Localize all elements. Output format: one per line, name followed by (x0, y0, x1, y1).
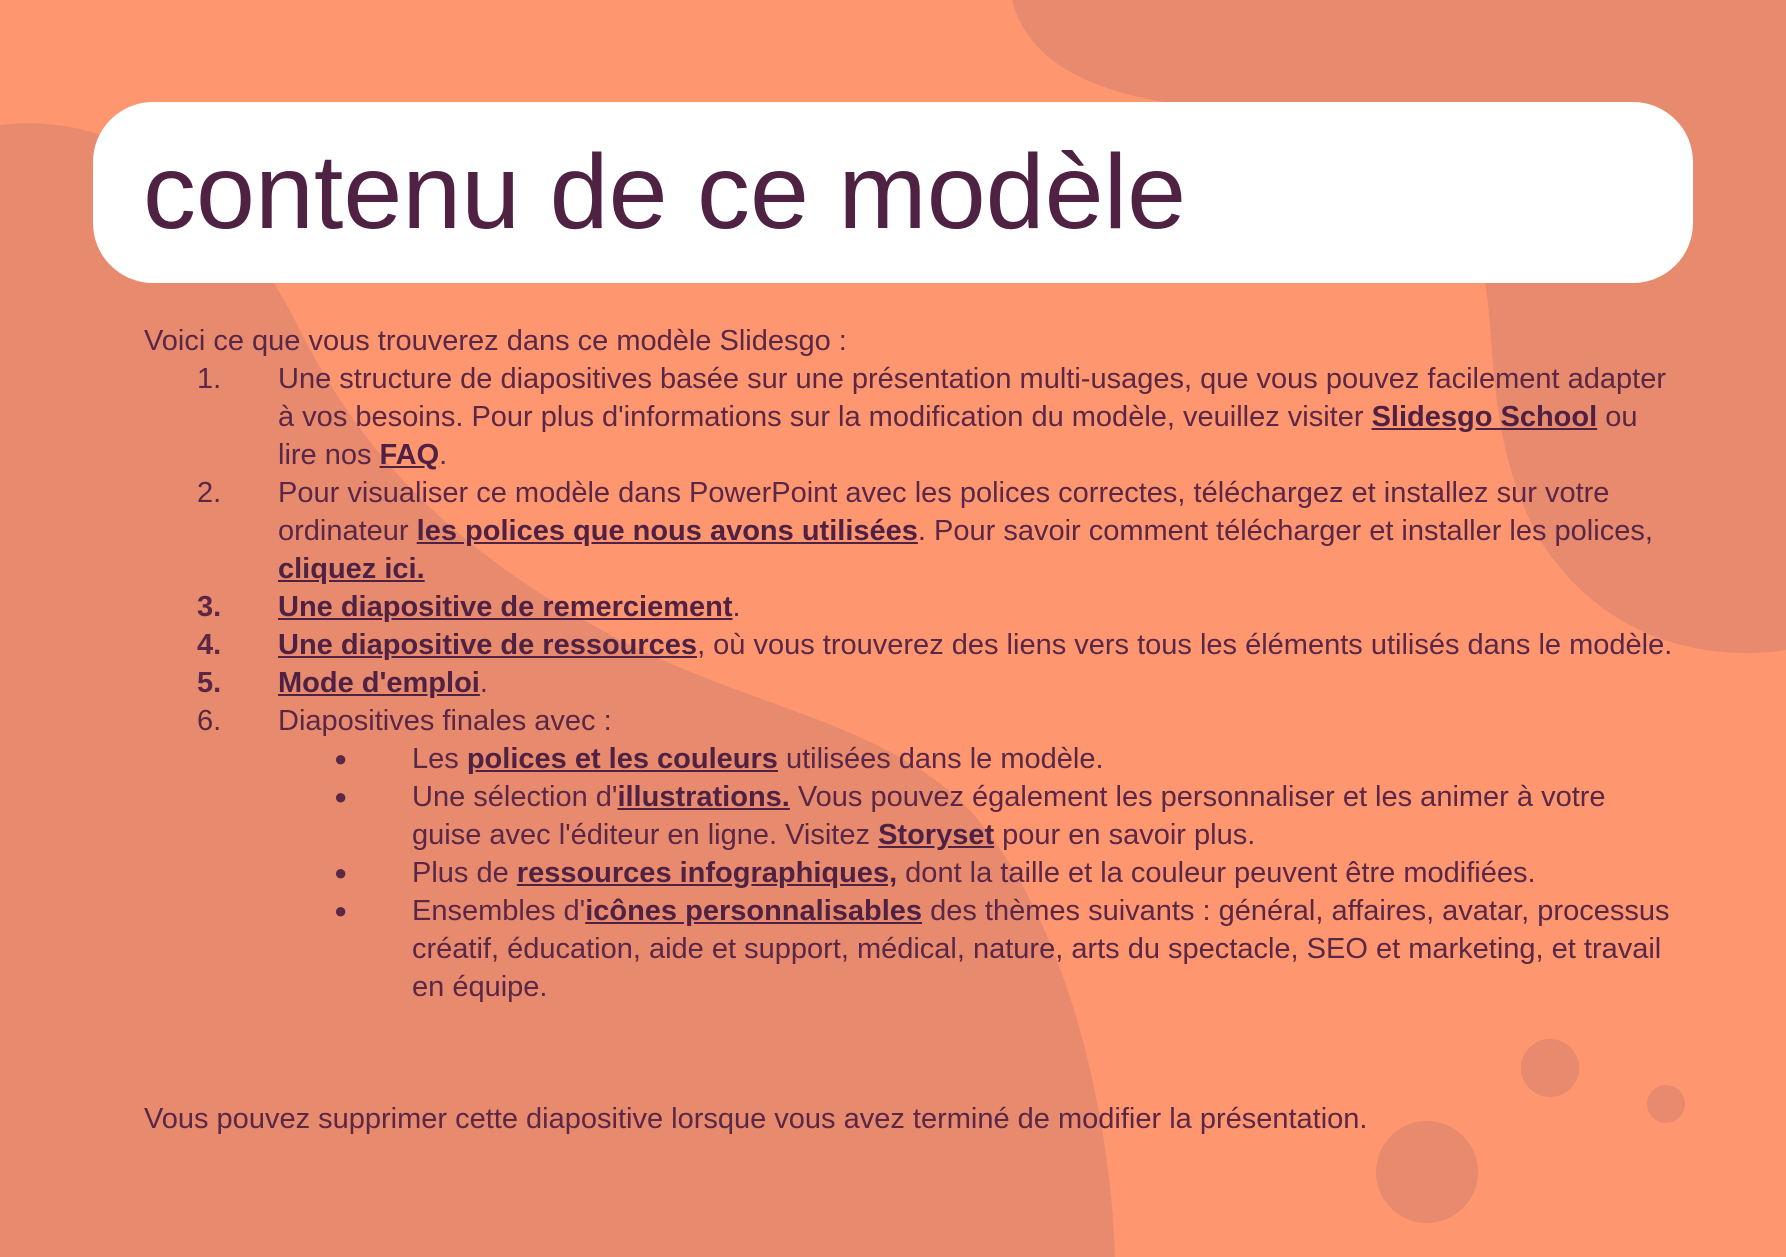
list-number: 1. (197, 363, 222, 395)
resources-slide-link[interactable]: Une diapositive de ressources (278, 629, 698, 661)
list-item (144, 664, 1674, 702)
sub-list-item (144, 892, 1674, 1006)
text-segment: , où vous trouverez des liens vers tous les éléments utilisés dans le modèle. (697, 629, 1673, 661)
text-segment: Pour visualiser ce modèle dans PowerPoint avec les polices correctes, téléchargez et installez sur votre ordinateur (278, 477, 1610, 547)
bullet-icon: ● (334, 898, 348, 923)
decorative-circle (1376, 1121, 1478, 1223)
list-number: 3. (197, 591, 222, 623)
text-segment: . (479, 667, 488, 699)
list-item-text (278, 588, 1674, 626)
text-segment: . Pour savoir comment télécharger et installer les polices, (917, 515, 1653, 547)
bullet-icon: ● (334, 860, 348, 885)
text-segment: Une structure de diapositives basée sur une présentation multi-usages, que vous pouvez facilement adapter à vos besoins. Pour plus d'informations sur la modification du modèle, veuillez visiter (278, 363, 1666, 433)
text-segment: dont la taille et la couleur peuvent être modifiées. (897, 857, 1536, 889)
fonts-used-link[interactable]: les polices que nous avons utilisées (416, 515, 918, 547)
list-number: 5. (197, 667, 222, 699)
list-item-text (412, 854, 1674, 892)
list-number: 2. (197, 477, 222, 509)
text-segment: Une sélection d' (412, 781, 618, 813)
list-item-text: Diapositives finales avec : (278, 705, 612, 737)
sub-list-item (144, 740, 1674, 778)
list-number: 4. (197, 629, 222, 661)
text-segment: Ensembles d' (412, 895, 586, 927)
list-item (144, 474, 1674, 588)
text-segment: . (439, 439, 448, 471)
text-segment: pour en savoir plus. (994, 819, 1256, 851)
click-here-link[interactable]: cliquez ici. (278, 553, 425, 585)
infographics-link[interactable]: ressources infographiques, (516, 857, 898, 889)
list-item-text (278, 474, 1674, 588)
text-segment: des thèmes suivants : général, affaires, avatar, processus créatif, éducation, aide et support, médical, nature, arts du spectacle, SEO et marketing, et travail en équipe. (412, 895, 1670, 1003)
list-item-text (278, 626, 1674, 664)
list-item (144, 588, 1674, 626)
slide-title: contenu de ce modèle (143, 133, 1187, 251)
sub-list-item (144, 854, 1674, 892)
text-segment: utilisées dans le modèle. (777, 743, 1104, 775)
text-segment: Plus de (412, 857, 517, 889)
title-box (93, 102, 1693, 283)
list-item (144, 702, 1674, 740)
storyset-link[interactable]: Storyset (878, 819, 995, 851)
list-item-text (278, 360, 1674, 474)
bullet-icon: ● (334, 746, 348, 771)
outro-text: Vous pouvez supprimer cette diapositive lorsque vous avez terminé de modifier la présentation. (144, 1103, 1368, 1135)
instructions-link[interactable]: Mode d'emploi (278, 667, 480, 699)
decorative-circle (1521, 1039, 1579, 1097)
faq-link[interactable]: FAQ (379, 439, 440, 471)
list-item-text (412, 740, 1674, 778)
list-item-text (278, 664, 1674, 702)
decorative-circle (1647, 1085, 1685, 1123)
list-item-text (412, 778, 1674, 854)
list-item (144, 360, 1674, 474)
slidesgo-school-link[interactable]: Slidesgo School (1371, 401, 1598, 433)
text-segment: . (732, 591, 741, 623)
content-body (144, 322, 1674, 1006)
fonts-colors-link[interactable]: polices et les couleurs (466, 743, 778, 775)
list-item (144, 626, 1674, 664)
text-segment: Vous pouvez également les personnaliser et les animer à votre guise avec l'éditeur en ligne. Visitez (412, 781, 1606, 851)
text-segment: ou lire nos (278, 401, 1638, 471)
sub-list-item (144, 778, 1674, 854)
bullet-icon: ● (334, 784, 348, 809)
illustrations-link[interactable]: illustrations. (617, 781, 790, 813)
text-segment: Les (412, 743, 467, 775)
intro-text: Voici ce que vous trouverez dans ce modèle Slidesgo : (144, 325, 847, 357)
list-number: 6. (197, 705, 222, 737)
icons-link[interactable]: icônes personnalisables (585, 895, 923, 927)
list-item-text (412, 892, 1674, 1006)
thank-you-slide-link[interactable]: Une diapositive de remerciement (278, 591, 733, 623)
